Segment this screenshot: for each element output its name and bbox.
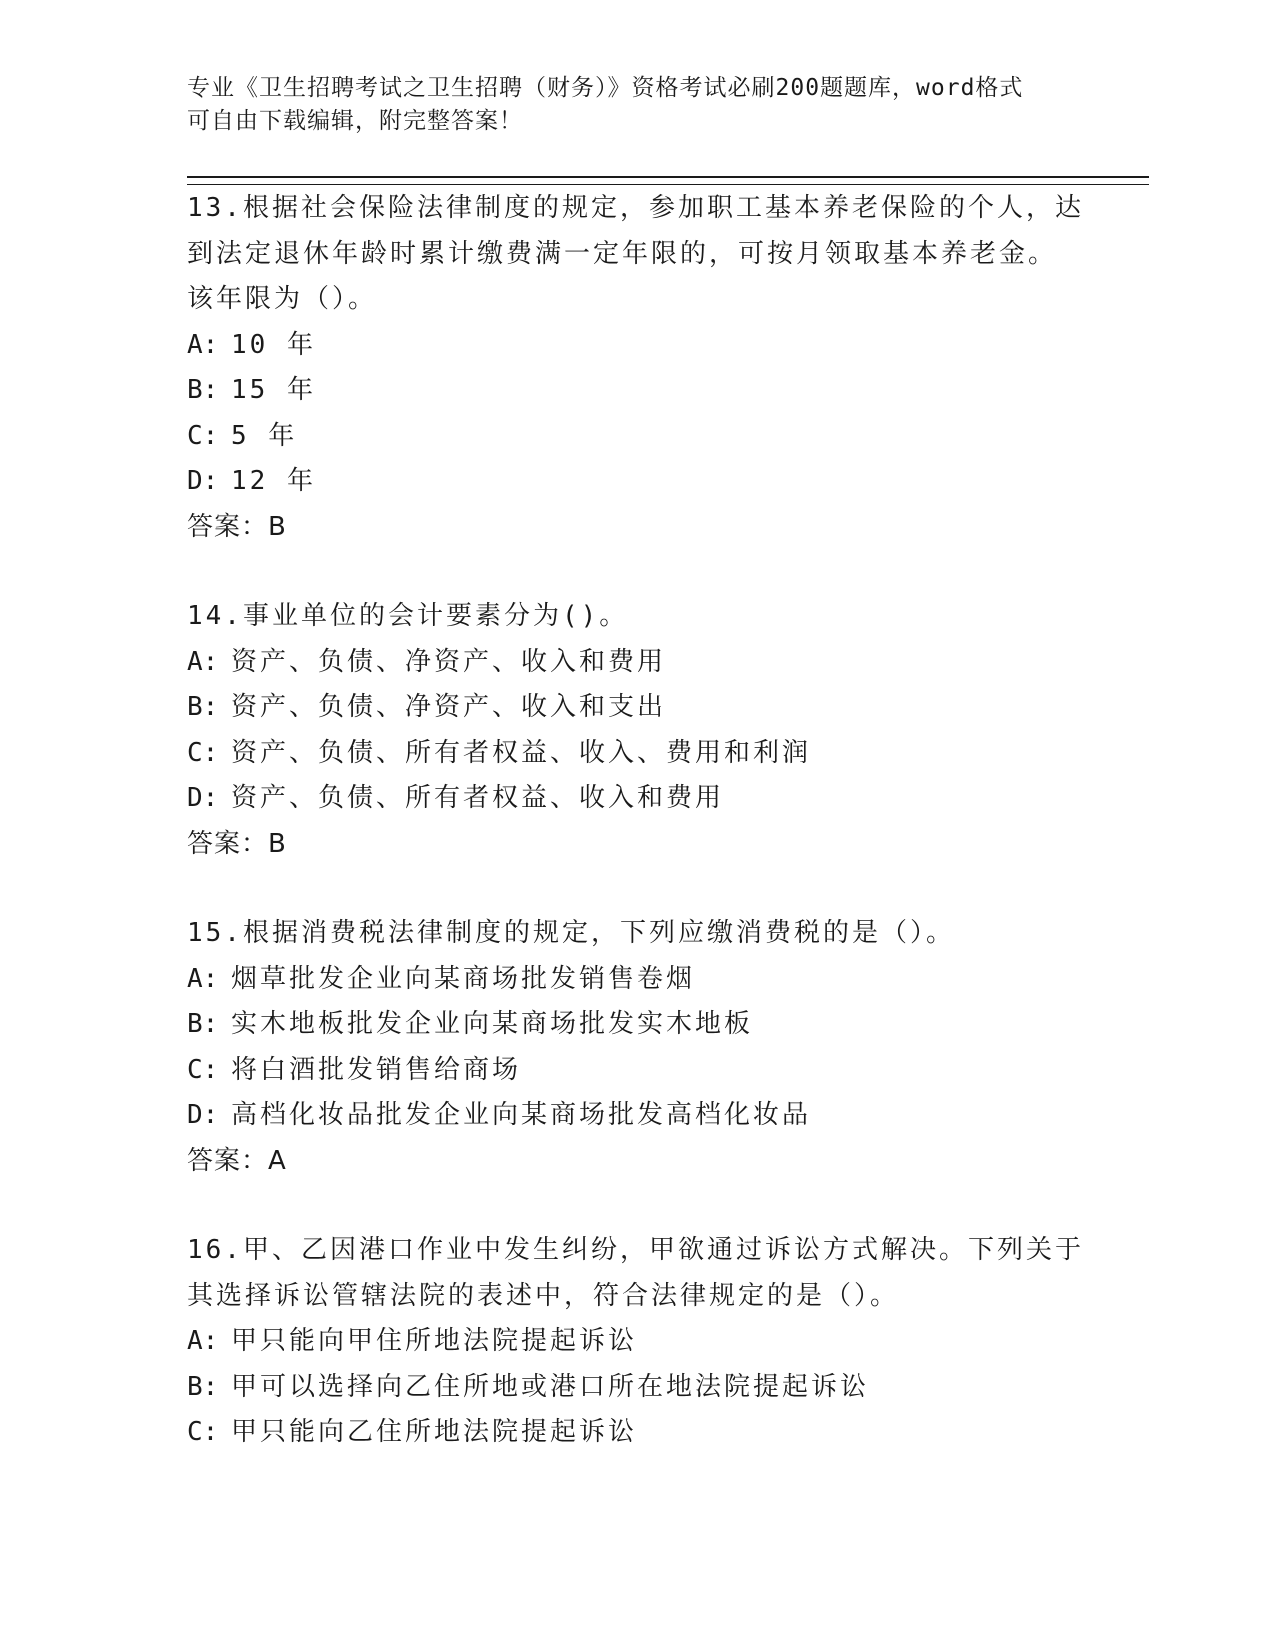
option-letter: C:	[187, 1417, 219, 1447]
option-text: 将白酒批发销售给商场	[231, 1054, 522, 1085]
option-text: 12 年	[231, 466, 316, 496]
option-b	[187, 685, 1087, 731]
option-text: 高档化妆品批发企业向某商场批发高档化妆品	[231, 1100, 812, 1130]
option-c	[187, 414, 1087, 460]
question-stem-line: 该年限为（）。	[187, 284, 378, 314]
question-stem-line: 13.根据社会保险法律制度的规定，参加职工基本养老保险的个人，达	[187, 193, 1084, 223]
option-d	[187, 459, 1087, 505]
option-text: 烟草批发企业向某商场批发销售卷烟	[231, 963, 696, 994]
answer-line: 答案：B	[187, 511, 287, 542]
option-letter: A:	[187, 646, 219, 677]
option-letter: C:	[187, 420, 219, 451]
option-a	[187, 957, 1087, 1003]
option-text: 甲只能向乙住所地法院提起诉讼	[231, 1417, 638, 1447]
option-letter: A:	[187, 329, 219, 360]
option-letter: D:	[187, 1100, 219, 1130]
header-divider	[187, 176, 1149, 185]
document-header	[187, 72, 1087, 138]
option-letter: B:	[187, 1371, 219, 1402]
option-letter: B:	[187, 1009, 219, 1039]
option-d	[187, 776, 1087, 822]
option-letter: D:	[187, 783, 219, 813]
option-text: 甲只能向甲住所地法院提起诉讼	[231, 1326, 638, 1356]
question-16	[187, 1228, 1087, 1456]
question-14	[187, 594, 1087, 867]
question-list	[187, 186, 1087, 1500]
option-text: 资产、负债、净资产、收入和费用	[231, 646, 667, 677]
option-text: 资产、负债、所有者权益、收入和费用	[231, 783, 725, 813]
option-text: 10 年	[231, 329, 316, 360]
option-b	[187, 368, 1087, 414]
question-stem-line: 15.根据消费税法律制度的规定，下列应缴消费税的是（）。	[187, 918, 955, 948]
question-stem-line: 16.甲、乙因港口作业中发生纠纷，甲欲通过诉讼方式解决。下列关于	[187, 1235, 1084, 1265]
option-text: 资产、负债、所有者权益、收入、费用和利润	[231, 737, 812, 768]
option-letter: B:	[187, 375, 219, 405]
option-text: 5 年	[231, 420, 298, 451]
header-line-2: 可自由下载编辑，附完整答案！	[187, 108, 523, 134]
option-text: 15 年	[231, 375, 316, 405]
question-13	[187, 186, 1087, 550]
question-stem-line: 其选择诉讼管辖法院的表述中，符合法律规定的是（）。	[187, 1280, 900, 1311]
answer-line: 答案：B	[187, 828, 287, 859]
option-letter: B:	[187, 692, 219, 722]
option-text: 甲可以选择向乙住所地或港口所在地法院提起诉讼	[231, 1371, 870, 1402]
option-b	[187, 1365, 1087, 1411]
question-15	[187, 911, 1087, 1184]
option-letter: A:	[187, 963, 219, 994]
option-d	[187, 1093, 1087, 1139]
option-c	[187, 1048, 1087, 1094]
option-text: 资产、负债、净资产、收入和支出	[231, 692, 667, 722]
option-letter: D:	[187, 466, 219, 496]
question-stem-line: 14.事业单位的会计要素分为()。	[187, 601, 629, 631]
option-b	[187, 1002, 1087, 1048]
question-stem-line: 到法定退休年龄时累计缴费满一定年限的，可按月领取基本养老金。	[187, 238, 1058, 269]
option-letter: C:	[187, 1054, 219, 1085]
option-letter: A:	[187, 1326, 219, 1356]
option-a	[187, 1319, 1087, 1365]
option-c	[187, 1410, 1087, 1456]
answer-line: 答案：A	[187, 1145, 287, 1176]
option-letter: C:	[187, 737, 219, 768]
option-c	[187, 731, 1087, 777]
option-a	[187, 323, 1087, 369]
option-a	[187, 640, 1087, 686]
header-line-1: 专业《卫生招聘考试之卫生招聘（财务）》资格考试必刷200题题库，word格式	[187, 75, 1024, 101]
option-text: 实木地板批发企业向某商场批发实木地板	[231, 1009, 754, 1039]
